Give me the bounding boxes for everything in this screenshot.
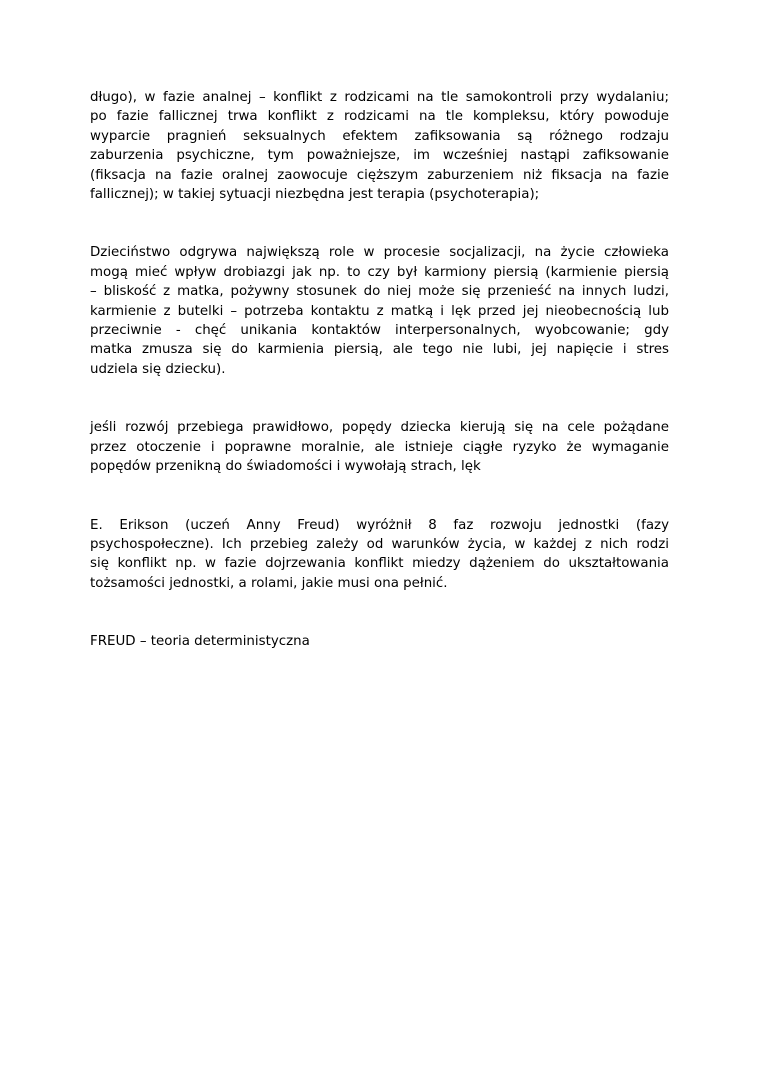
- text-line: fallicznej); w takiej sytuacji niezbędna jest terapia (psychoterapia);: [90, 187, 540, 203]
- text-line: się konflikt np. w fazie dojrzewania konflikt miedzy dążeniem do ukształtowania: [90, 556, 669, 572]
- text-line: po fazie fallicznej trwa konflikt z rodzicami na tle kompleksu, który powoduje: [90, 109, 669, 125]
- paragraph-development-drives: [90, 418, 669, 476]
- paragraph-freud-deterministic: [90, 632, 669, 651]
- text-line: zaburzenia psychiczne, tym poważniejsze, im wcześniej nastąpi zafiksowanie: [90, 148, 669, 164]
- text-line: wyparcie pragnień seksualnych efektem zafiksowania są różnego rodzaju: [90, 128, 669, 144]
- text-line: przez otoczenie i poprawne moralnie, ale istnieje ciągłe ryzyko że wymaganie: [90, 439, 669, 455]
- text-line: E. Erikson (uczeń Anny Freud) wyróżnił 8 faz rozwoju jednostki (fazy: [90, 517, 669, 533]
- document-page: [90, 88, 669, 652]
- paragraph-freud-phases: [90, 88, 669, 204]
- text-line: popędów przenikną do świadomości i wywołają strach, lęk: [90, 459, 481, 475]
- text-line: – bliskość z matka, pożywny stosunek do niej może się przenieść na innych ludzi,: [90, 284, 669, 300]
- text-line: karmienie z butelki – potrzeba kontaktu z matką i lęk przed jej nieobecnością lub: [90, 303, 669, 319]
- text-line: matka zmusza się do karmienia piersią, ale tego nie lubi, jej napięcie i stres: [90, 342, 669, 358]
- text-line: tożsamości jednostki, a rolami, jakie musi ona pełnić.: [90, 575, 448, 591]
- text-line: przeciwnie - chęć unikania kontaktów interpersonalnych, wyobcowanie; gdy: [90, 323, 669, 339]
- text-line: długo), w fazie analnej – konflikt z rodzicami na tle samokontroli przy wydalaniu;: [90, 90, 669, 105]
- text-line: FREUD – teoria deterministyczna: [90, 634, 310, 650]
- paragraph-erikson: [90, 516, 669, 594]
- text-line: psychospołeczne). Ich przebieg zależy od warunków życia, w każdej z nich rodzi: [90, 536, 669, 552]
- text-line: jeśli rozwój przebiega prawidłowo, popędy dziecka kierują się na cele pożądane: [90, 420, 669, 436]
- text-line: udziela się dziecku).: [90, 361, 226, 377]
- paragraph-childhood-socialization: [90, 243, 669, 379]
- text-line: Dzieciństwo odgrywa największą role w procesie socjalizacji, na życie człowieka: [90, 245, 669, 261]
- text-line: mogą mieć wpływ drobiazgi jak np. to czy był karmiony piersią (karmienie piersią: [90, 264, 669, 280]
- text-line: (fiksacja na fazie oralnej zaowocuje cięższym zaburzeniem niż fiksacja na fazie: [90, 167, 669, 183]
